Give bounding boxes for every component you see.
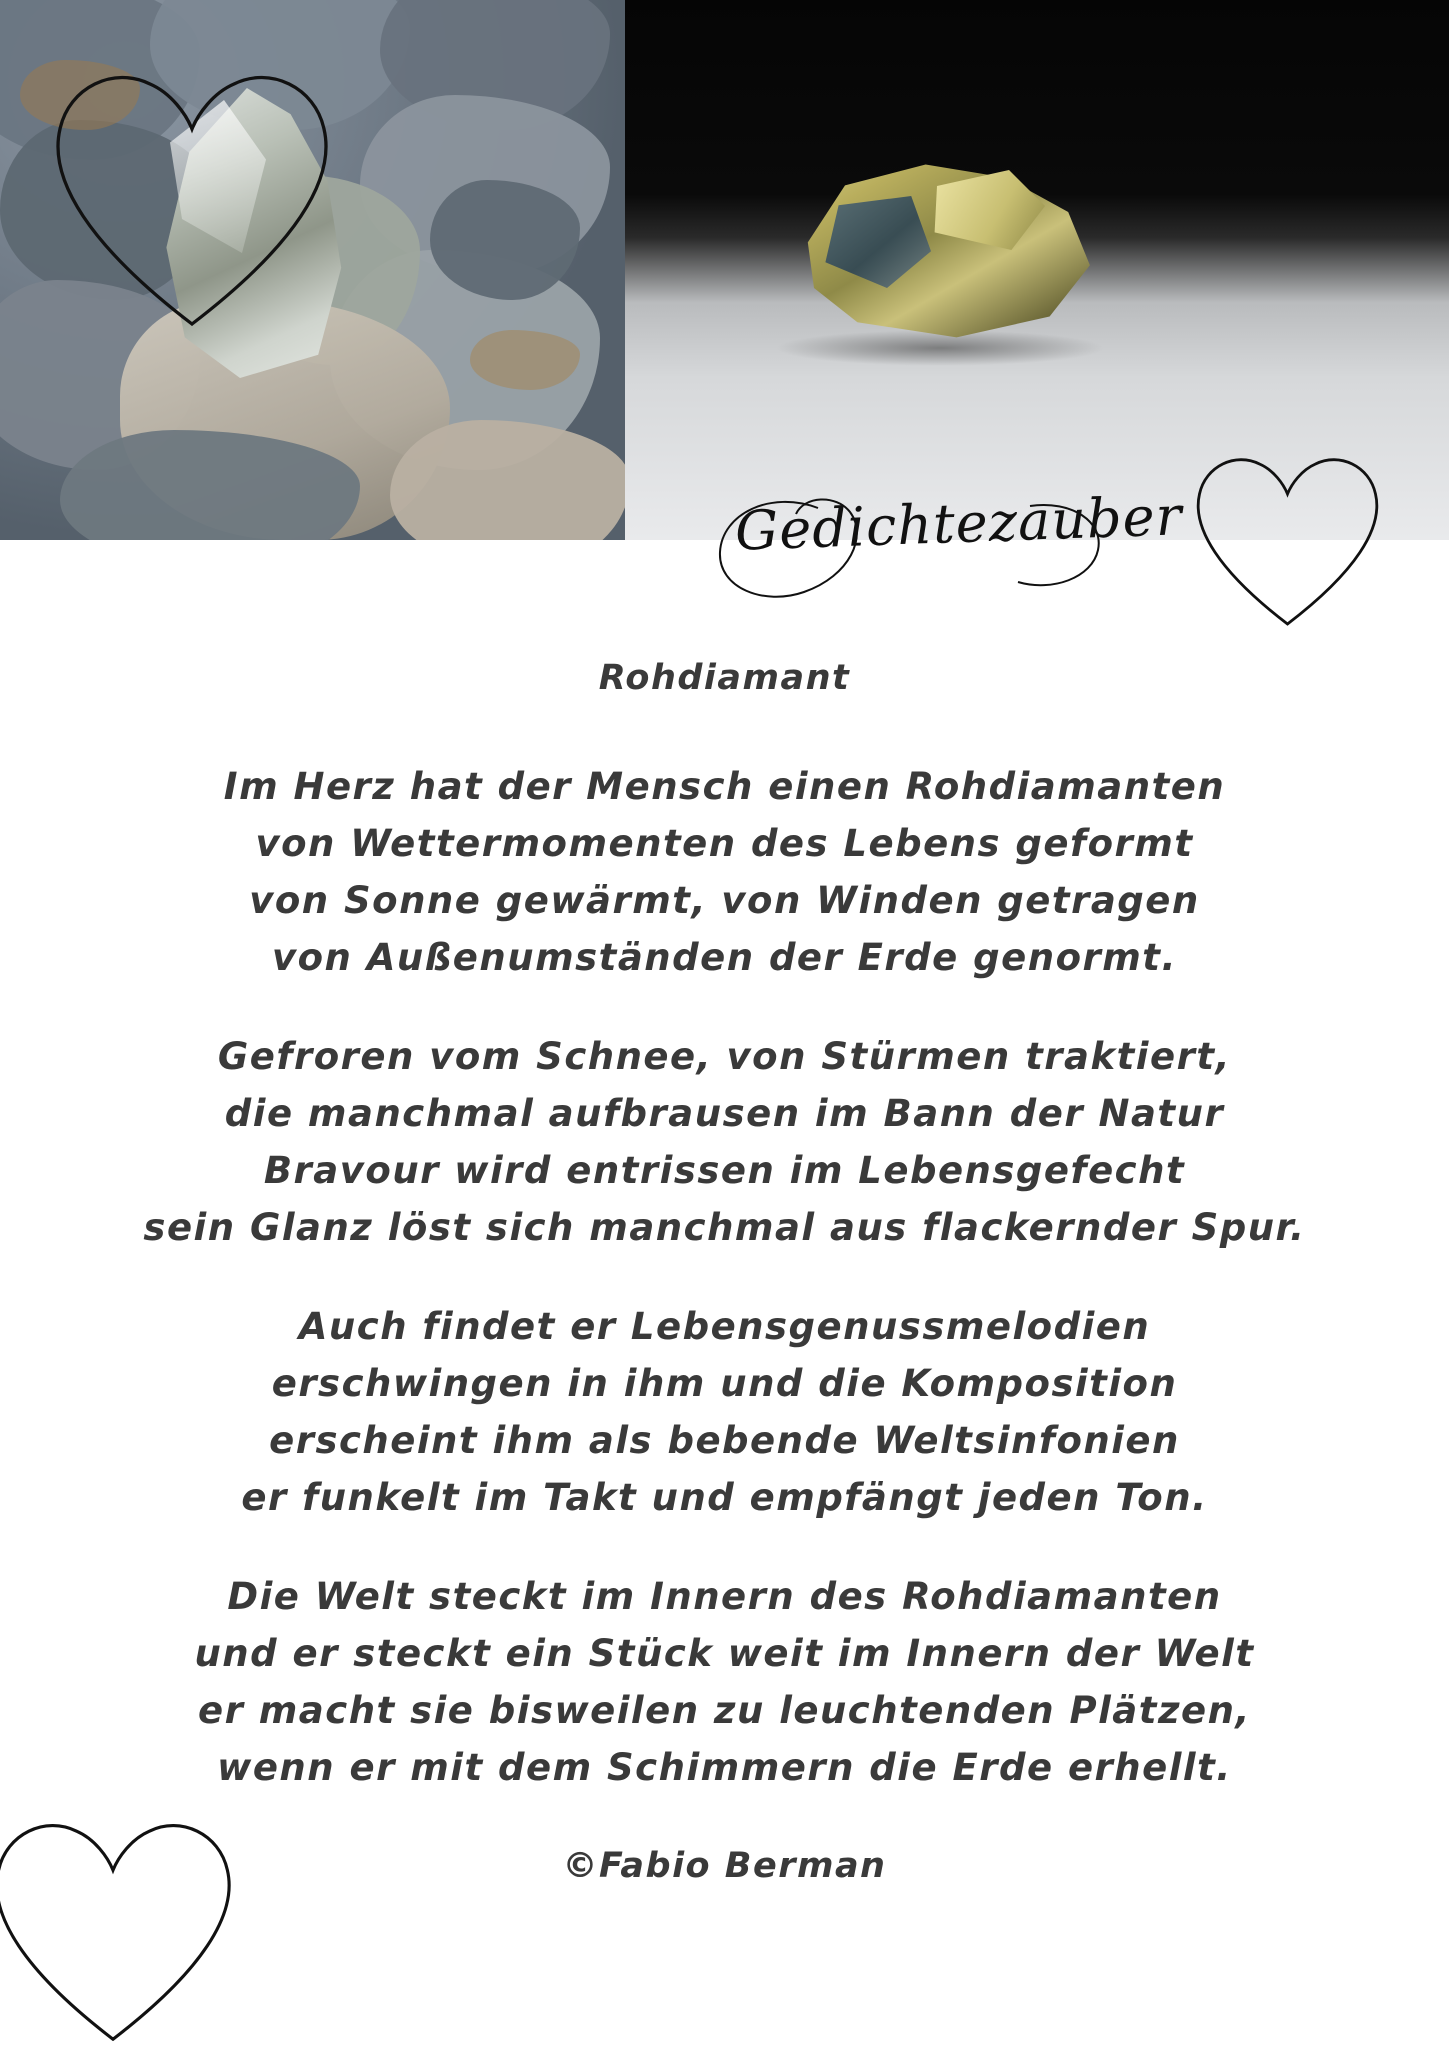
poem-author: ©Fabio Berman	[562, 1846, 887, 1886]
poem-line: sein Glanz löst sich manchmal aus flackernder Spur.	[143, 1206, 1306, 1249]
poem-line: von Sonne gewärmt, von Winden getragen	[249, 879, 1200, 922]
poem-line: er funkelt im Takt und empfängt jeden Ton.	[241, 1476, 1208, 1519]
poem-stanza	[0, 758, 1449, 986]
poem-line: und er steckt ein Stück weit im Innern der Welt	[194, 1632, 1255, 1675]
left-photo	[0, 0, 625, 540]
poem-stanza	[0, 1028, 1449, 1256]
poem-block	[0, 650, 1449, 1894]
poem-line: erschwingen in ihm und die Komposition	[271, 1362, 1178, 1405]
poem-line: Auch findet er Lebensgenussmelodien	[298, 1305, 1151, 1348]
gemstone-shadow	[775, 330, 1105, 366]
poem-line: Die Welt steckt im Innern des Rohdiamanten	[227, 1575, 1222, 1618]
poem-line: Bravour wird entrissen im Lebensgefecht	[263, 1149, 1186, 1192]
poem-stanza	[0, 1568, 1449, 1796]
poem-line: Gefroren vom Schnee, von Stürmen traktiert,	[217, 1035, 1232, 1078]
brand-signature	[700, 470, 1184, 620]
poem-line: die manchmal aufbrausen im Bann der Natur	[224, 1092, 1225, 1135]
right-photo	[625, 0, 1449, 540]
poem-line: erscheint ihm als bebende Weltsinfonien	[269, 1419, 1180, 1462]
poem-stanza	[0, 1298, 1449, 1526]
poem-line: wenn er mit dem Schimmern die Erde erhellt.	[217, 1746, 1232, 1789]
poem-line: von Wettermomenten des Lebens geformt	[255, 822, 1194, 865]
poem-line: von Außenumständen der Erde genormt.	[271, 936, 1178, 979]
poem-line: er macht sie bisweilen zu leuchtenden Plätzen,	[198, 1689, 1251, 1732]
brand-name: Gedichtezauber	[734, 484, 1184, 563]
poem-title: Rohdiamant	[598, 658, 851, 698]
poem-line: Im Herz hat der Mensch einen Rohdiamanten	[223, 765, 1226, 808]
photo-band	[0, 0, 1449, 540]
